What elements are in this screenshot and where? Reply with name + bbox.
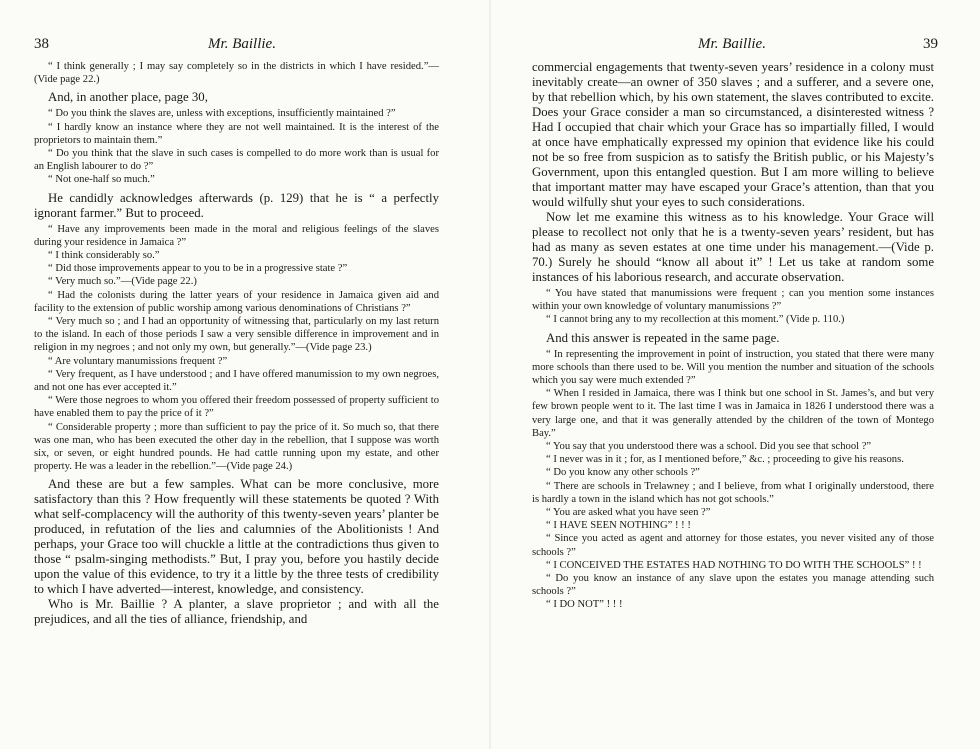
quoted-testimony: “ Very frequent, as I have understood ; and I have offered manumission to my own negroes, and not one has ever accepted it.” [34,368,439,394]
quoted-testimony: “ Do you know an instance of any slave upon the estates you manage attending such schools ?” [532,573,934,598]
body-paragraph: And this answer is repeated in the same page. [546,330,780,345]
body-paragraph: He candidly acknowledges afterwards (p. 129) that he is “ a perfectly ignorant farmer.” But to proceed. [34,190,439,220]
quoted-testimony: “ Did those improvements appear to you to be in a progressive state ?” [48,263,348,275]
quoted-testimony: “ Had the colonists during the latter years of your residence in Jamaica given aid and facility to the extension of public worship among various denominations of Christians ?” [34,289,439,314]
quoted-testimony: “ There are schools in Trelawney ; and I believe, from what I originally understood, there is hardly a town in the island which has not got schools.” [532,480,934,505]
running-head: Mr. Baillie. [208,36,276,52]
running-head: Mr. Baillie. [698,36,766,52]
quoted-testimony: “ You are asked what you have seen ?” [546,507,711,519]
quoted-testimony: “ Very much so.”—(Vide page 22.) [48,276,197,288]
body-paragraph: Now let me examine this witness as to his knowledge. Your Grace will please to recollect not only that he is a twenty-seven years’ resident, but has had as many as seven estates at one time under his management.—(Vide p. 70.) Surely he should “know all about it” ! Let us take at random some instances of his laborious research, and accurate observation. [532,210,934,284]
quoted-testimony: “ Were those negroes to whom you offered their freedom possessed of property sufficient to have enabled them to pay the price of it ?” [34,395,439,420]
body-paragraph: And these are but a few samples. What can be more conclusive, more satisfactory than this ? How frequently will these statements be quoted ? With what self-complacency will the authority of this twenty-seven years’ planter be produced, in refutation of the lies and calumnies of the Abolitionists ! And perhaps, your Grace too will chuckle a little at the contradictions thus given to those “ psalm-singing methodists.” But, I pray you, before you hastily decide upon the value of this evidence, to try it a little by the three tests of credibility to which I have adverted—interest, knowledge, and consistency. [34,477,439,597]
quoted-testimony: “ You have stated that manumissions were frequent ; can you mention some instances within your own knowledge of voluntary manumissions ?” [532,288,934,313]
page-number: 38 [34,36,49,52]
quoted-testimony: “ I never was in it ; for, as I mentioned before,” &c. ; proceeding to give his reasons. [546,454,904,466]
quoted-testimony: “ Do you think that the slave in such cases is compelled to do more work than is usual for an English labourer to do ?” [34,148,439,173]
page-number: 39 [923,36,938,52]
quoted-testimony: “ Do you know any other schools ?” [546,467,700,479]
quoted-testimony: “ Considerable property ; more than sufficient to pay the price of it. So much so, that there was one man, who has been executed the other day in the rebellion, that I suppose was worth six, or seven, or eight hundred pounds. He had cattle running upon my estate, and other property. He was a leader in the rebellion.”—(Vide page 24.) [34,421,439,473]
quoted-testimony: “ I cannot bring any to my recollection at this moment.” (Vide p. 110.) [546,314,845,326]
right-page [490,0,980,749]
quoted-testimony: “ Have any improvements been made in the moral and religious feelings of the slaves during your residence in Jamaica ?” [34,223,439,248]
quoted-testimony: “ I think generally ; I may say completely so in the districts in which I have resided.”—(Vide page 22.) [34,61,439,86]
page-body [34,60,439,627]
page-header [526,36,938,56]
quoted-testimony: “ You say that you understood there was a school. Did you see that school ?” [546,441,872,453]
body-paragraph: commercial engagements that twenty-seven years’ residence in a colony must inevitably create—an owner of 350 slaves ; and a sufferer, and a severe one, by that rebellion which, by his own statement, the slaves contributed to excite. Does your Grace consider a man so circumstanced, a disinterested witness ? Had I occupied that chair which your Grace has so impartially filled, I would at once have emphatically expressed my opinion that evidence like his could not be so free from suspicion as to satisfy the British public, or his Majesty’s Government, upon this entangled question. But I am more willing to believe that important matter may have escaped your Grace’s attention, than that you would wilfully shut your eyes to such considerations. [532,60,934,209]
quoted-testimony: “ Are voluntary manumissions frequent ?” [48,355,228,367]
quoted-testimony: “ I think considerably so.” [48,250,160,262]
quoted-testimony: “ Not one-half so much.” [48,174,155,186]
quoted-testimony: “ Very much so ; and I had an opportunity of witnessing that, particularly on my last return to the island. In each of those periods I saw a very sensible difference in improvement and in religion in my negroes ; and not only my own, but generally.”—(Vide page 23.) [34,316,439,354]
quoted-testimony: “ In representing the improvement in point of instruction, you stated that there were many more schools than there used to be. Will you mention the number and situation of the schools which you say were much extended ?” [532,348,934,387]
quoted-testimony: “ I hardly know an instance where they are not well maintained. It is the interest of the proprietors to maintain them.” [34,121,439,146]
quoted-testimony: “ I CONCEIVED THE ESTATES HAD NOTHING TO DO WITH THE SCHOOLS” ! ! [546,559,922,571]
page-header [34,36,450,56]
quoted-testimony: “ Do you think the slaves are, unless with exceptions, insufficiently maintained ?” [48,108,396,120]
body-paragraph: And, in another place, page 30, [48,90,208,105]
page-body [532,60,934,612]
quoted-testimony: “ When I resided in Jamaica, there was I think but one school in St. James’s, and but very few brown people went to it. The last time I was in Jamaica in 1826 I understood there was a very large one, and that it was generally attended by the children of the town of Montego Bay.” [532,388,934,439]
body-paragraph: Who is Mr. Baillie ? A planter, a slave proprietor ; and with all the prejudices, and all the ties of alliance, friendship, and [34,597,439,627]
quoted-testimony: “ I HAVE SEEN NOTHING” ! ! ! [546,520,691,532]
quoted-testimony: “ I DO NOT” ! ! ! [546,599,623,611]
quoted-testimony: “ Since you acted as agent and attorney for those estates, you never visited any of those schools ?” [532,533,934,558]
